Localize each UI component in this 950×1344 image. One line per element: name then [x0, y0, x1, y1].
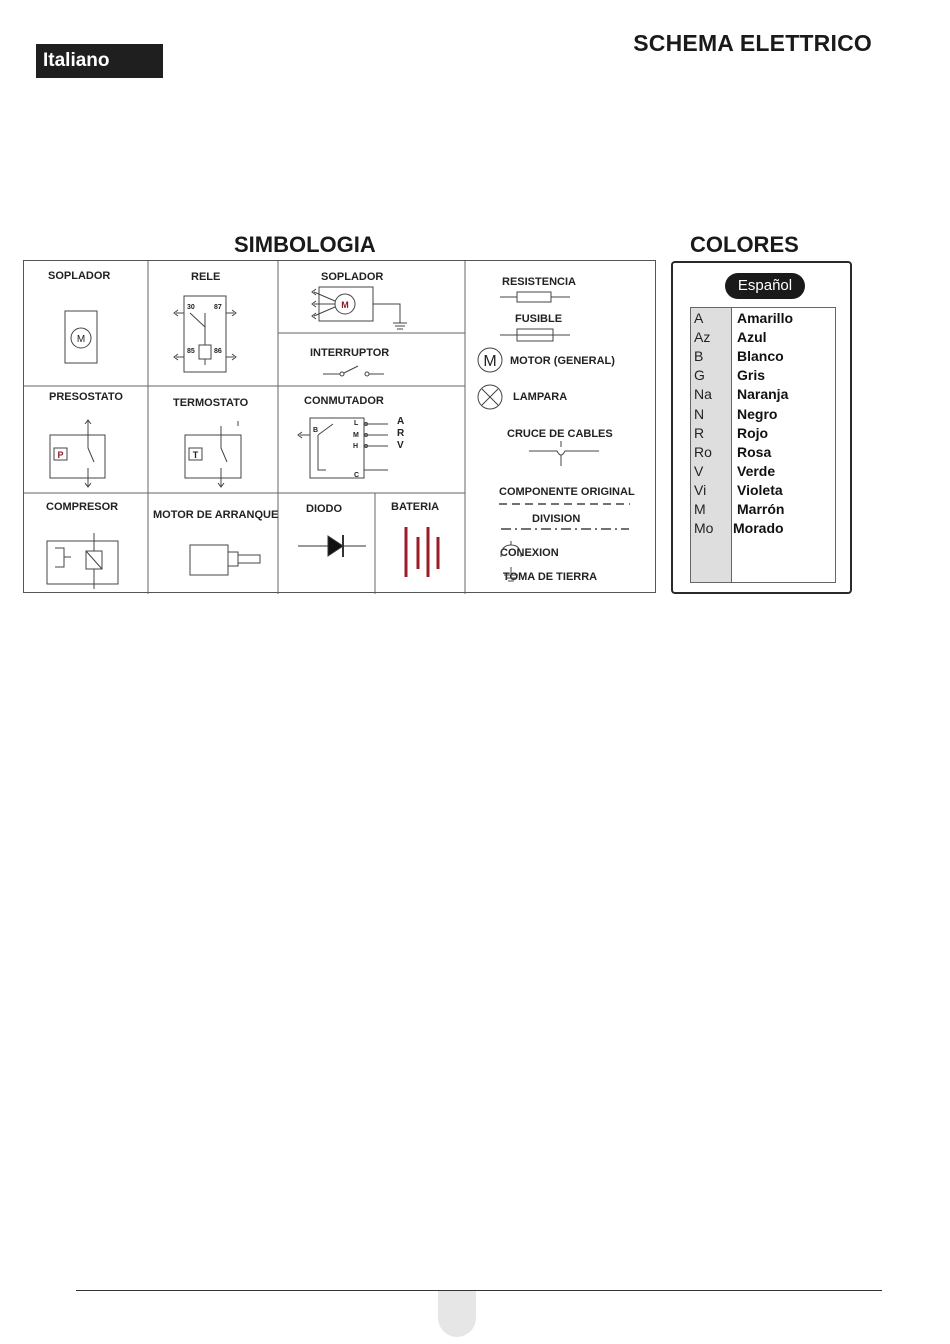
compressor-icon [24, 493, 148, 594]
ground-icon [504, 567, 518, 581]
symbol-label-motor-general: MOTOR (GENERAL) [510, 355, 615, 367]
color-name: Rojo [737, 424, 769, 441]
color-code: B [694, 348, 704, 365]
symbol-label-lampara: LAMPARA [513, 391, 568, 403]
symbol-label: RELE [191, 271, 221, 283]
color-code: Mo [694, 520, 714, 537]
symbol-label-fusible: FUSIBLE [515, 313, 563, 325]
color-code-table [690, 307, 836, 583]
blower-icon [24, 261, 148, 386]
svg-text:C: C [354, 472, 360, 479]
color-row [691, 310, 837, 329]
svg-text:85: 85 [187, 348, 195, 355]
svg-text:R: R [397, 428, 405, 439]
color-row [691, 367, 837, 386]
diode-icon [278, 493, 375, 594]
color-code: Az [694, 329, 711, 346]
colores-panel [671, 261, 852, 594]
svg-text:A: A [397, 416, 405, 427]
svg-text:V: V [397, 440, 404, 451]
symbol-rele [148, 261, 278, 386]
color-name: Morado [733, 520, 784, 537]
footer-divider [76, 1290, 882, 1291]
symbol-soplador-1 [24, 261, 148, 386]
symbol-label: MOTOR DE ARRANQUE [153, 509, 279, 521]
symbol-diodo [278, 493, 375, 594]
color-code: M [694, 501, 706, 517]
relay-icon [148, 261, 278, 386]
symbol-motor-arranque [148, 493, 278, 594]
connection-icon [501, 545, 521, 557]
svg-text:H: H [353, 443, 359, 450]
color-name: Rosa [737, 443, 772, 460]
color-row [691, 520, 837, 539]
svg-text:B: B [313, 427, 319, 434]
battery-icon [375, 493, 465, 594]
symbol-presostato [24, 386, 148, 493]
color-name: Amarillo [737, 310, 794, 326]
color-code: V [694, 462, 704, 479]
color-name: Blanco [737, 348, 784, 365]
page-number-tab [438, 1291, 476, 1337]
color-row [691, 348, 837, 367]
svg-text:P: P [57, 450, 64, 460]
symbol-compresor [24, 493, 148, 594]
svg-text:M: M [76, 334, 86, 345]
symbol-label-componente-original: COMPONENTE ORIGINAL [499, 486, 635, 498]
svg-text:30: 30 [187, 304, 195, 311]
symbol-label: CONMUTADOR [304, 395, 384, 407]
colores-title: COLORES [690, 232, 799, 257]
color-name: Naranja [737, 386, 789, 403]
selector-switch-icon [278, 386, 465, 493]
starter-motor-icon [148, 493, 278, 594]
symbol-label: DIODO [306, 503, 343, 515]
symbol-label-toma-tierra: TOMA DE TIERRA [503, 571, 598, 583]
symbol-termostato [148, 386, 278, 493]
symbol-label: SOPLADOR [48, 270, 111, 282]
resistor-icon [517, 292, 551, 302]
symbol-label-resistencia: RESISTENCIA [502, 276, 576, 288]
color-name: Negro [737, 405, 778, 422]
color-row [691, 444, 837, 463]
symbol-label: SOPLADOR [321, 271, 384, 283]
symbol-label: PRESOSTATO [49, 391, 123, 403]
svg-text:M: M [483, 353, 497, 370]
symbol-legend-column [465, 261, 657, 594]
symbol-label: BATERIA [391, 501, 440, 513]
svg-text:M: M [353, 432, 359, 439]
color-code: N [694, 405, 705, 422]
color-code: Ro [694, 443, 712, 460]
language-badge: Italiano [36, 44, 163, 78]
symbol-label: TERMOSTATO [173, 397, 249, 409]
color-row [691, 463, 837, 482]
svg-text:87: 87 [214, 304, 222, 311]
svg-text:M: M [341, 300, 349, 310]
color-name: Azul [737, 329, 767, 346]
page-title: SCHEMA ELETTRICO [633, 30, 872, 56]
color-row [691, 482, 837, 501]
simbologia-table [23, 260, 656, 593]
color-row [691, 406, 837, 425]
color-name: Violeta [737, 481, 783, 498]
wire-cross-icon [529, 451, 599, 455]
symbol-label-division: DIVISION [532, 513, 581, 525]
blower-3wire-icon [278, 261, 465, 333]
symbol-label: COMPRESOR [46, 501, 119, 513]
color-code: Na [694, 386, 712, 403]
symbol-label: INTERRUPTOR [310, 347, 390, 359]
color-row [691, 501, 837, 520]
legend-symbols [465, 261, 657, 594]
color-code: R [694, 424, 705, 441]
symbol-interruptor [278, 333, 465, 386]
symbol-conmutador [278, 386, 465, 493]
svg-text:T: T [192, 450, 199, 460]
symbol-bateria [375, 493, 465, 594]
color-row [691, 329, 837, 348]
symbol-soplador-2 [278, 261, 465, 333]
color-code: G [694, 367, 705, 384]
switch-icon [278, 333, 465, 386]
color-row [691, 386, 837, 405]
color-code: Vi [694, 481, 707, 498]
thermostat-icon [148, 386, 278, 493]
color-row [691, 425, 837, 444]
language-pill: Español [725, 273, 805, 299]
color-name: Marrón [737, 501, 785, 517]
simbologia-title: SIMBOLOGIA [234, 232, 376, 257]
color-name: Gris [737, 367, 766, 384]
symbol-label-conexion: CONEXION [500, 547, 559, 559]
symbol-label-cruce-cables: CRUCE DE CABLES [507, 428, 613, 440]
color-name: Verde [737, 462, 776, 479]
svg-text:L: L [354, 420, 359, 427]
svg-text:86: 86 [214, 348, 222, 355]
pressure-switch-icon [24, 386, 148, 493]
color-code: A [694, 310, 704, 326]
